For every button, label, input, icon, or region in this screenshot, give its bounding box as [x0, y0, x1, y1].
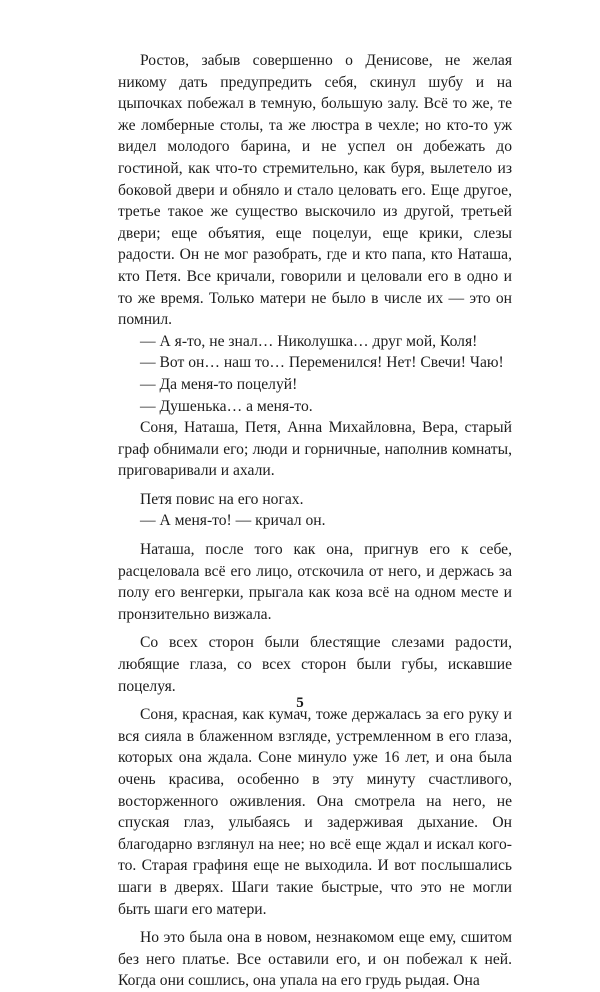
- dialogue-line-kolya: — А я-то, не знал… Николушка… друг мой, Коля!: [140, 332, 478, 350]
- dialogue-line-petya-shout: — А меня-то! — кричал он.: [140, 512, 326, 530]
- paragraph-family-embrace: Соня, Наташа, Петя, Анна Михайловна, Вера, старый граф обнимали его; люди и горничные, наполнив комнаты, приговаривали и ахали.: [118, 419, 512, 480]
- dialogue-line-kiss-me: — Да меня-то поцелуй!: [140, 375, 298, 393]
- paragraph-rostov-arrives: Ростов, забыв совершенно о Денисове, не желая никому дать предупредить себя, скинул шубу и на цыпочках побежал в темную, большую залу. Всё то же, те же ломберные столы, та же люстра в чехле; но кто-то уж видел молодого барина, и не успел он добежать до гостиной, как что-то стремительно, как буря, вылетело из боковой двери и обняло и стало целовать его. Еще другое, третье такое же существо выскочило из другой, третьей двери; еще объятия, еще поцелуи, еще крики, слезы радости. Он не мог разобрать, где и кто папа, кто Наташа, кто Петя. Все кричали, говорили и целовали его в одно и то же время. Только матери не было в числе их — это он помнил.: [118, 52, 512, 329]
- dialogue-line-candles-tea: — Вот он… наш то… Переменился! Нет! Свечи! Чаю!: [140, 354, 504, 372]
- paragraph-petya-legs: Петя повис на его ногах.: [140, 490, 304, 508]
- dialogue-line-dushenka: — Душенька… а меня-то.: [140, 397, 313, 415]
- paragraph-loving-eyes: Со всех сторон были блестящие слезами радости, любящие глаза, со всех сторон были губы, искавшие поцелуя.: [118, 634, 512, 695]
- paragraph-sonya: Соня, красная, как кумач, тоже держалась за его руку и вся сияла в блаженном взгляде, устремленном в его глаза, которых она ждала. Соне минуло уже 16 лет, и она была очень красива, особенно в эту минуту счастливого, восторженного оживления. Она смотрела на него, не спуская глаз, улыбаясь и задерживая дыхание. Он благодарно взглянул на нее; но всё еще ждал и искал кого-то. Старая графиня еще не выходила. И вот послышались шаги в дверях. Шаги такие быстрые, что это не могли быть шаги его матери.: [118, 706, 512, 918]
- page-number: 5: [296, 695, 304, 711]
- paragraph-countess: Но это была она в новом, незнакомом еще ему, сшитом без него платье. Все оставили его, и он побежал к ней. Когда они сошлись, она упала на его грудь рыдая. Она: [118, 929, 512, 990]
- book-page-text: [118, 50, 512, 992]
- paragraph-natasha-jumps: Наташа, после того как она, пригнув его к себе, расцеловала всё его лицо, отскочила от него, и держась за полу его венгерки, прыгала как коза всё на одном месте и пронзительно визжала.: [118, 541, 512, 623]
